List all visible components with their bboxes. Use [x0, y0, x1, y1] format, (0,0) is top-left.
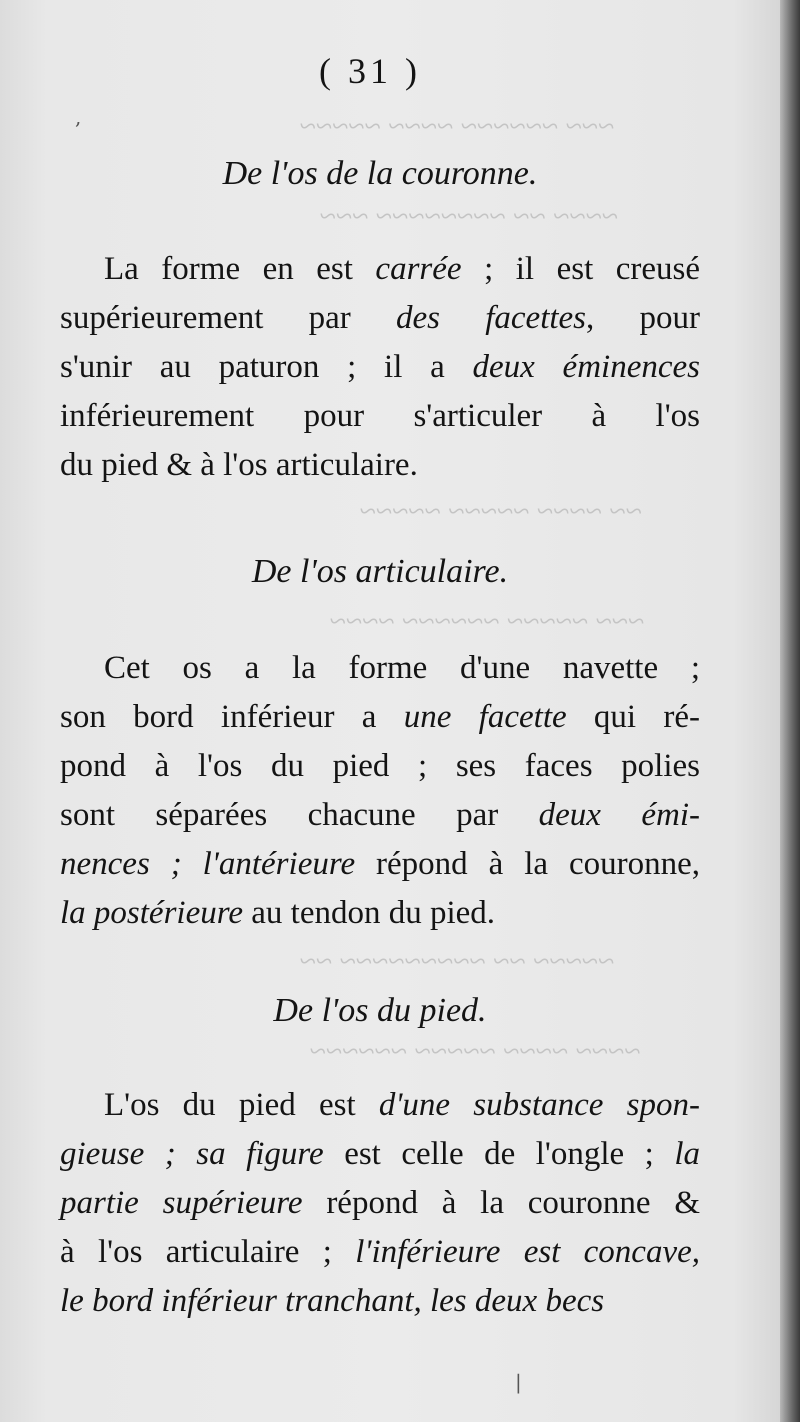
show-through-texture: ~~~ ~~~~~~ ~~~~ ~~~~~	[300, 110, 615, 143]
text-run: s'unir au paturon ; il a	[60, 349, 473, 385]
paragraph	[60, 245, 700, 490]
text-run: L'os du pied est	[104, 1087, 379, 1123]
text-run: pond à l'os du pied ; ses faces polies	[60, 748, 700, 784]
text-run: au tendon du pied.	[243, 895, 496, 931]
text-line	[60, 1179, 700, 1228]
show-through-texture: ~~~~~ ~~ ~~~~~~~~~ ~~	[300, 945, 615, 978]
italic-run: la	[674, 1136, 700, 1172]
ink-speck: |	[515, 1370, 522, 1394]
text-run: La forme en est	[104, 251, 376, 287]
text-run: est celle de l'ongle ;	[323, 1136, 675, 1172]
text-line	[60, 1277, 700, 1326]
paragraph	[60, 644, 700, 938]
italic-run: carrée	[375, 251, 462, 287]
italic-run: une facette	[403, 699, 567, 735]
text-run: son bord inférieur a	[60, 699, 404, 735]
italic-run: l'inférieure est concave,	[355, 1234, 700, 1270]
text-line	[60, 840, 700, 889]
text-run: à l'os articulaire ;	[60, 1234, 356, 1270]
italic-run: deux éminences	[472, 349, 700, 385]
text-run: inférieurement pour s'articuler à l'os	[60, 398, 700, 434]
ink-speck: ,	[75, 105, 82, 129]
show-through-texture: ~~~ ~~~~~ ~~~~~~ ~~~~	[330, 605, 645, 638]
paragraph	[60, 1081, 700, 1326]
italic-run: le bord inférieur tranchant, les deux becs	[60, 1283, 605, 1319]
text-line	[60, 294, 700, 343]
text-line	[60, 392, 700, 441]
page-edge-shadow	[780, 0, 800, 1422]
section-heading: De l'os du pied.	[273, 992, 487, 1029]
text-line	[60, 343, 700, 392]
text-run: ; il est creusé	[461, 251, 701, 287]
italic-run: nences ; l'antérieure	[60, 846, 356, 882]
text-line	[60, 1228, 700, 1277]
italic-run: d'une substance spon-	[378, 1087, 701, 1123]
text-run: supérieurement par	[60, 300, 397, 336]
text-line	[60, 1130, 700, 1179]
text-line	[60, 644, 700, 693]
text-run: qui ré-	[566, 699, 701, 735]
text-line	[60, 693, 700, 742]
text-run: répond à la couronne &	[302, 1185, 700, 1221]
text-run: du pied & à l'os articulaire.	[60, 447, 418, 483]
show-through-texture: ~~~~ ~~ ~~~~~~~~ ~~~	[320, 200, 619, 233]
italic-run: gieuse ; sa figure	[60, 1136, 324, 1172]
text-run: , pour	[586, 300, 700, 336]
text-line	[60, 791, 700, 840]
text-line	[60, 441, 700, 490]
text-line	[60, 742, 700, 791]
section-heading: De l'os articulaire.	[251, 553, 509, 590]
show-through-texture: ~~~~ ~~~~ ~~~~~ ~~~~~~	[310, 1035, 641, 1068]
text-run: sont séparées chacune par	[60, 797, 539, 833]
text-run: Cet os a la forme d'une navette ;	[104, 650, 700, 686]
italic-run: la postérieure	[60, 895, 243, 931]
show-through-texture: ~~ ~~~~ ~~~~~ ~~~~~	[360, 495, 643, 528]
italic-run: partie supérieure	[60, 1185, 303, 1221]
italic-run: deux émi-	[538, 797, 700, 833]
text-run: répond à la couronne,	[355, 846, 700, 882]
page-number: ( 31 )	[319, 51, 421, 91]
section-heading: De l'os de la couronne.	[222, 155, 538, 192]
text-line	[60, 245, 700, 294]
text-line	[60, 889, 700, 938]
italic-run: des facettes	[396, 300, 587, 336]
text-line	[60, 1081, 700, 1130]
